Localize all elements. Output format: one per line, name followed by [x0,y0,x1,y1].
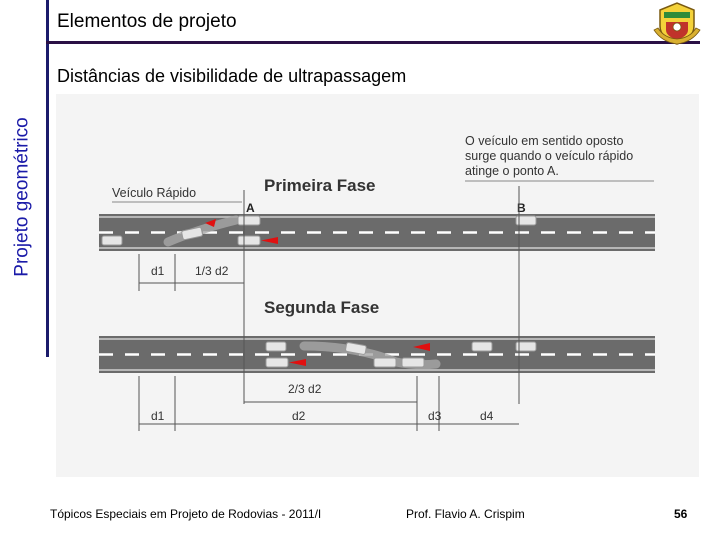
dim-phase2-twothirds-label: 2/3 d2 [288,382,322,396]
page-number: 56 [674,507,688,521]
horizontal-divider [46,41,700,44]
car-phase2-start [266,342,286,351]
car-phase2-end [402,358,424,367]
footer-course: Tópicos Especiais em Projeto de Rodovias - 2011/I [50,507,322,521]
car-phase2-slow [266,358,288,367]
car-phase1-slow [238,236,260,245]
institution-crest-icon [652,0,702,46]
side-title: Projeto geométrico [12,117,33,277]
car-phase1-lead [102,236,122,245]
phase1-title: Primeira Fase [264,176,376,195]
footer-author: Prof. Flavio A. Crispim [406,507,525,521]
point-a-label: A [246,201,255,215]
page-subtitle: Distâncias de visibilidade de ultrapassagem [57,66,407,86]
car-phase2-opposing [472,342,492,351]
passing-sight-distance-diagram [56,94,699,477]
dim-phase2-d4-label: d4 [480,409,494,423]
page-title: Elementos de projeto [57,11,237,32]
dim-phase1-d1-label: d1 [151,264,165,278]
car-phase2-fast [374,358,396,367]
car-phase1-fast [238,216,260,225]
dim-phase2-d2-label: d2 [292,409,306,423]
dim-phase2-d1-label: d1 [151,409,165,423]
dim-phase1-third-d2-label: 1/3 d2 [195,264,229,278]
dim-phase2-d3-label: d3 [428,409,442,423]
point-b-label: B [517,201,526,215]
note-line-2: surge quando o veículo rápido [465,149,634,163]
note-line-1: O veículo em sentido oposto [465,134,624,148]
note-line-3: atinge o ponto A. [465,164,559,178]
phase2-title: Segunda Fase [264,298,380,317]
vertical-divider [46,0,49,357]
vehicle-label: Veículo Rápido [112,186,197,200]
